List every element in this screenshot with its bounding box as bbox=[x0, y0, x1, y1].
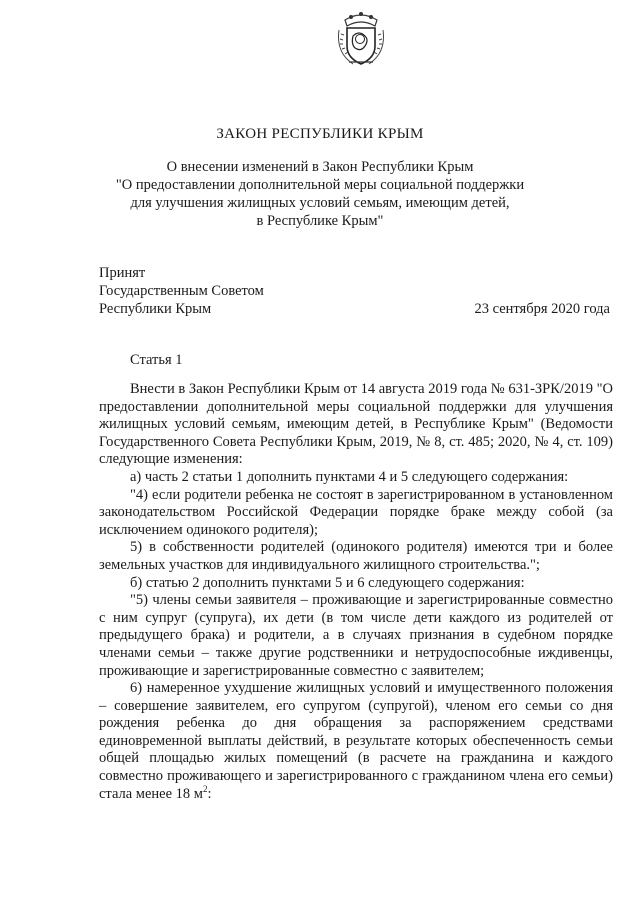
article-heading: Статья 1 bbox=[130, 352, 183, 368]
adoption-line: Принят bbox=[99, 265, 146, 281]
article-body bbox=[99, 381, 613, 803]
adoption-date: 23 сентября 2020 года bbox=[474, 301, 610, 317]
article-paragraph: а) часть 2 статьи 1 дополнить пунктами 4 и 5 следующего содержания: bbox=[130, 468, 569, 485]
subtitle-line: для улучшения жилищных условий семьям, имеющим детей, bbox=[130, 195, 510, 211]
article-paragraph: "5) члены семьи заявителя – проживающие и зарегистрированные совместно с ним супруг (супруга), их дети (в том числе дети каждого из родителей от предыдущего брака) и родители, а в случаях признания в судебном порядке членами семьи – также другие родственники и нетрудоспособные иждивенцы, проживающие и зарегистрированные совместно с заявителем; bbox=[99, 592, 613, 679]
subtitle-line: О внесении изменений в Закон Республики Крым bbox=[166, 159, 474, 175]
subtitle-line: "О предоставлении дополнительной меры социальной поддержки bbox=[115, 177, 525, 193]
document-title: ЗАКОН РЕСПУБЛИКИ КРЫМ bbox=[216, 126, 424, 142]
document-subtitle bbox=[0, 158, 640, 230]
article-paragraph-last bbox=[99, 680, 613, 803]
adoption-block bbox=[99, 264, 264, 318]
article-paragraph: "4) если родители ребенка не состоят в зарегистрированном в установленном законодательством Российской Федерации порядке браке между собой (за исключением одинокого родителя); bbox=[99, 486, 613, 538]
subtitle-line: в Республике Крым" bbox=[256, 213, 384, 229]
article-paragraph: Внести в Закон Республики Крым от 14 августа 2019 года № 631-ЗРК/2019 "О предоставлении дополнительной меры социальной поддержки для улучшения жилищных условий семьям, имеющим детей, в Республике Крым" (Ведомости Государственного Совета Республики Крым, 2019, № 8, ст. 485; 2020, № 4, ст. 109) следующие изменения: bbox=[99, 381, 613, 468]
crimea-coat-of-arms-icon bbox=[335, 8, 387, 68]
square-superscript: 2 bbox=[202, 783, 208, 794]
adoption-line: Республики Крым bbox=[99, 301, 212, 317]
article-paragraph: б) статью 2 дополнить пунктами 5 и 6 следующего содержания: bbox=[130, 574, 525, 591]
article-paragraph-text: 6) намеренное ухудшение жилищных условий и имущественного положения – совершение заявителем, его супругом (супругой), членом его семьи со дня рождения ребенка до дня обращения за распоряжением средствами единовременной выплаты действий, в результате которых обеспеченность семьи общей площадью жилых помещений (в расчете на гражданина и каждого совместно проживающего и зарегистрированного с гражданином члена его семьи) стала менее 18 м bbox=[99, 680, 613, 802]
adoption-line: Государственным Советом bbox=[99, 283, 264, 299]
article-paragraph: 5) в собственности родителей (одинокого родителя) имеются три и более земельных участков для индивидуального жилищного строительства."; bbox=[99, 539, 613, 573]
paragraph-tail: : bbox=[207, 785, 212, 802]
